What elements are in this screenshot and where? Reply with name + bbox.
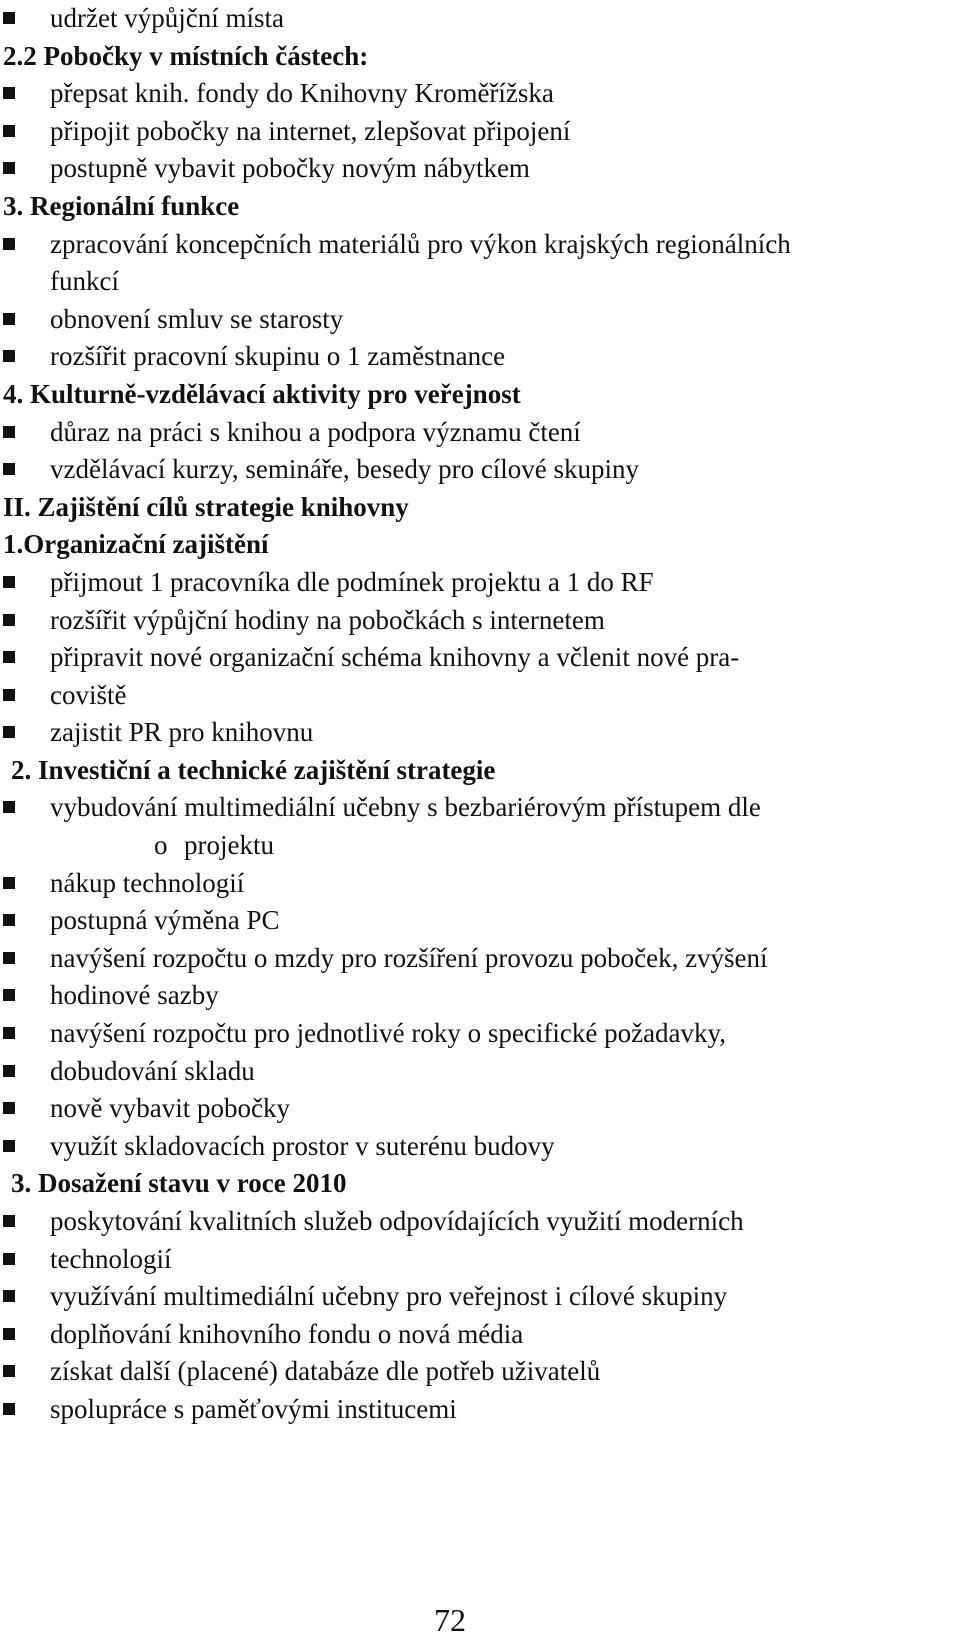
bullet-item [3,1015,953,1053]
line-text: 1.Organizační zajištění [3,529,269,560]
line-text: zpracování koncepčních materiálů pro výkon krajských regionálních [50,228,791,259]
line-text: navýšení rozpočtu o mzdy pro rozšíření provozu poboček, zvýšení [50,942,768,973]
square-bullet-icon [3,877,15,889]
line-text: technologií [50,1243,172,1274]
line-text: přijmout 1 pracovníka dle podmínek projektu a 1 do RF [50,566,654,597]
line-text: postupně vybavit pobočky novým nábytkem [50,153,530,184]
bullet-item [3,714,953,752]
square-bullet-icon [3,313,15,325]
line-text: navýšení rozpočtu pro jednotlivé roky o specifické požadavky, [50,1018,727,1049]
line-text: připojit pobočky na internet, zlepšovat připojení [50,115,571,146]
square-bullet-icon [3,914,15,926]
section-heading [3,752,953,790]
bullet-item [3,75,953,113]
line-text: poskytování kvalitních služeb odpovídajících využití moderních [50,1206,744,1236]
bullet-item [3,1053,953,1091]
square-bullet-icon [3,1365,15,1377]
bullet-item [3,789,953,827]
bullet-item [3,338,953,376]
square-bullet-icon [3,1102,15,1114]
line-text: připravit nové organizační schéma knihovny a včlenit nové pra- [50,642,740,673]
square-bullet-icon [3,1215,15,1227]
line-text: získat další (placené) databáze dle potřeb uživatelů [50,1356,601,1387]
bullet-item [3,677,953,715]
square-bullet-icon [3,576,15,588]
bullet-item [3,0,953,38]
square-bullet-icon [3,1253,15,1265]
square-bullet-icon [3,162,15,174]
square-bullet-icon [3,238,15,250]
square-bullet-icon [3,726,15,738]
line-text: II. Zajištění cílů strategie knihovny [3,491,409,522]
bullet-item [3,1316,953,1354]
line-text: 2.2 Pobočky v místních částech: [3,40,369,71]
bullet-item [3,902,953,940]
section-heading [3,38,953,76]
square-bullet-icon [3,87,15,99]
line-text: vybudování multimediální učebny s bezbariérovým přístupem dle [50,792,761,823]
square-bullet-icon [3,801,15,813]
sub-bullet-marker: o [154,830,168,861]
square-bullet-icon [3,952,15,964]
square-bullet-icon [3,989,15,1001]
line-text: udržet výpůjční místa [50,3,284,33]
line-text: 4. Kulturně-vzdělávací aktivity pro veřejnost [3,378,521,409]
line-text: 3. Dosažení stavu v roce 2010 [11,1168,347,1199]
square-bullet-icon [3,1027,15,1039]
bullet-item [3,1391,953,1429]
square-bullet-icon [3,12,15,24]
square-bullet-icon [3,463,15,475]
line-text: využívání multimediální učebny pro veřejnost i cílové skupiny [50,1281,728,1312]
bullet-item [3,865,953,903]
bullet-item [3,301,953,339]
line-text: 2. Investiční a technické zajištění strategie [11,754,496,785]
line-text: nově vybavit pobočky [50,1093,290,1124]
document-body [3,0,953,1429]
bullet-item [3,977,953,1015]
bullet-item [3,564,953,602]
bullet-item [3,414,953,452]
line-text: 3. Regionální funkce [3,190,240,221]
line-text: obnovení smluv se starosty [50,303,344,334]
section-heading [3,188,953,226]
square-bullet-icon [3,426,15,438]
line-text: spolupráce s paměťovými institucemi [50,1393,457,1424]
line-text: doplňování knihovního fondu o nová média [50,1318,524,1349]
bullet-item [3,602,953,640]
line-text: rozšířit pracovní skupinu o 1 zaměstnance [50,341,506,372]
bullet-item [3,113,953,151]
page-number: 72 [434,1602,466,1638]
square-bullet-icon [3,350,15,362]
section-heading [3,489,953,527]
line-text: využít skladovacích prostor v suterénu budovy [50,1130,555,1161]
bullet-item [3,226,953,264]
line-text: dobudování skladu [50,1055,255,1086]
bullet-item [3,451,953,489]
bullet-item [3,1278,953,1316]
bullet-continuation [3,263,953,301]
bullet-item [3,1353,953,1391]
line-text: rozšířit výpůjční hodiny na pobočkách s internetem [50,604,605,635]
line-text: zajistit PR pro knihovnu [50,717,314,748]
square-bullet-icon [3,651,15,663]
line-text: nákup technologií [50,867,245,898]
line-text: přepsat knih. fondy do Knihovny Kroměřížska [50,78,554,109]
line-text: hodinové sazby [50,980,219,1011]
square-bullet-icon [3,1403,15,1415]
square-bullet-icon [3,614,15,626]
square-bullet-icon [3,1065,15,1077]
line-text: coviště [50,679,127,710]
line-text: postupná výměna PC [50,905,280,936]
section-heading [3,526,953,564]
line-text: důraz na práci s knihou a podpora významu čtení [50,416,581,447]
square-bullet-icon [3,125,15,137]
bullet-item [3,940,953,978]
square-bullet-icon [3,1290,15,1302]
line-text: funkcí [50,266,119,297]
section-heading [3,1165,953,1203]
bullet-item [3,1241,953,1279]
square-bullet-icon [3,1328,15,1340]
line-text: vzdělávací kurzy, semináře, besedy pro cílové skupiny [50,454,640,485]
square-bullet-icon [3,689,15,701]
square-bullet-icon [3,1140,15,1152]
line-text: projektu [184,830,274,861]
bullet-item [3,150,953,188]
bullet-item [3,1090,953,1128]
section-heading [3,376,953,414]
sub-item [3,827,953,865]
bullet-item [3,1203,953,1241]
bullet-item [3,1128,953,1166]
bullet-item [3,639,953,677]
